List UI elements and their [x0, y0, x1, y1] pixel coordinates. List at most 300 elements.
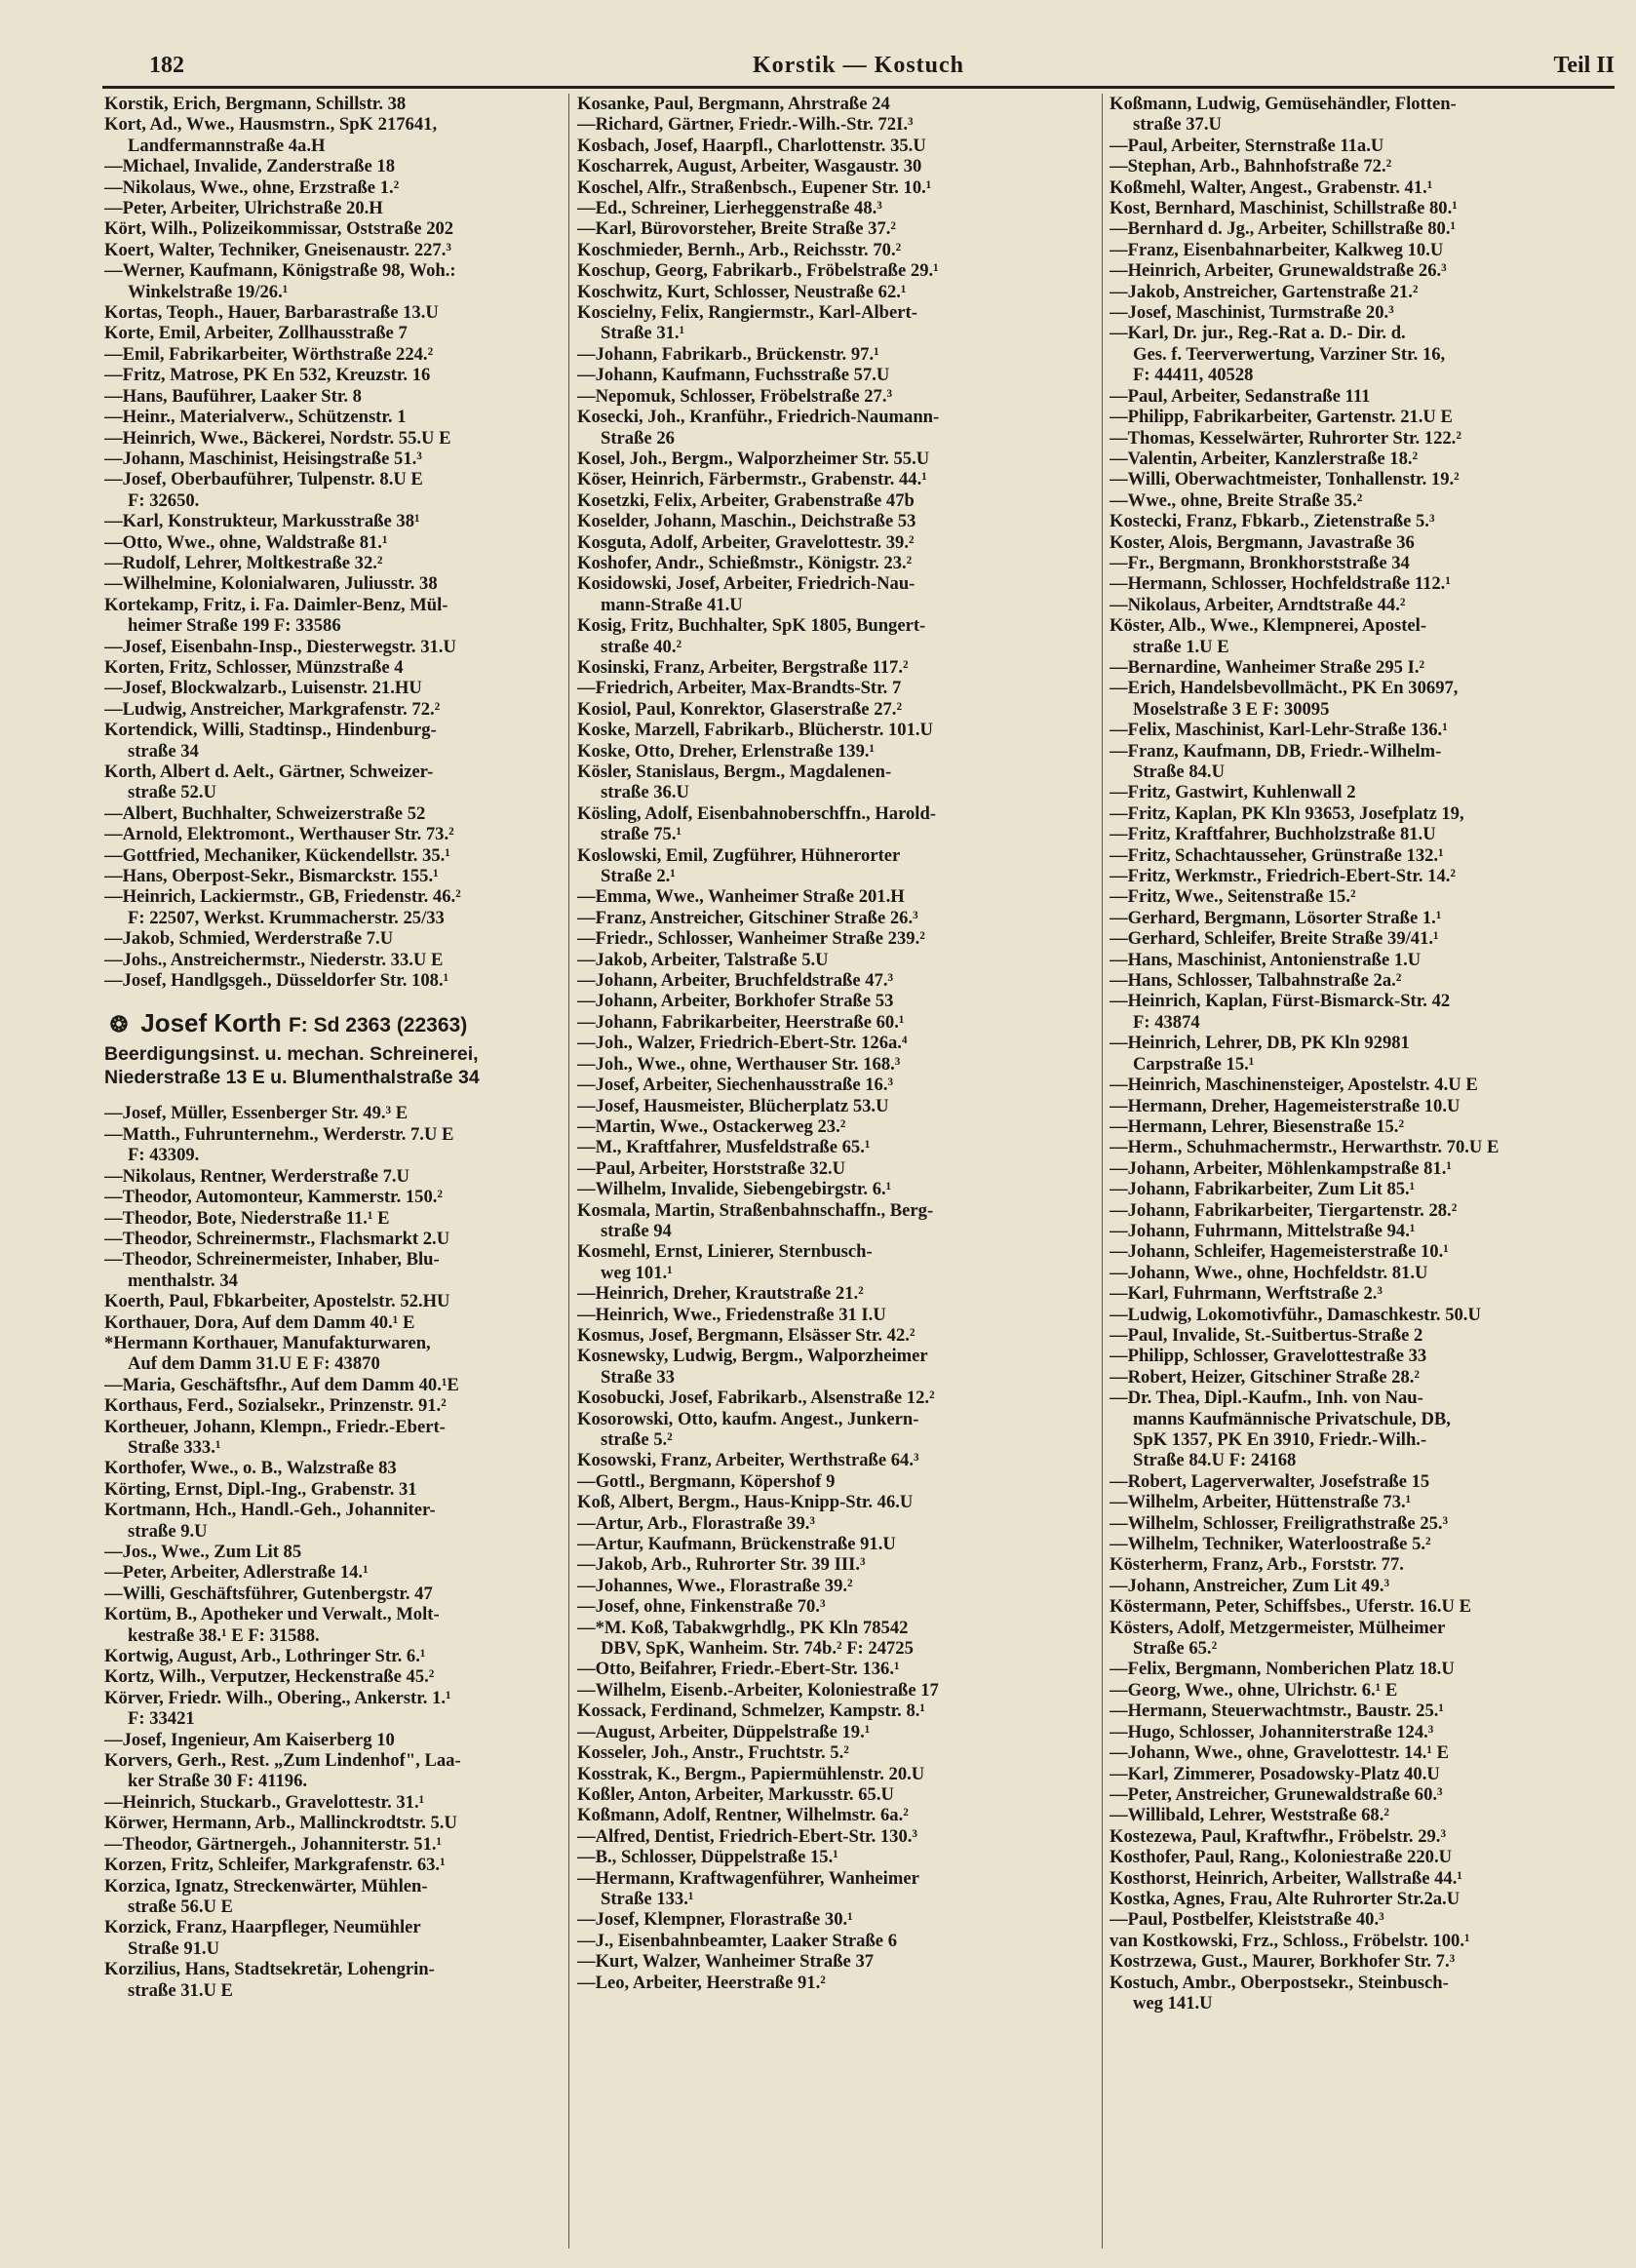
entry-line: —Theodor, Bote, Niederstraße 11.¹ E [104, 1207, 390, 1229]
directory-entry [1110, 1680, 1626, 1701]
entry-continuation-line: straße 56.U E [128, 1896, 233, 1917]
directory-entry [577, 344, 1104, 365]
column-3 [1110, 94, 1626, 2014]
entry-line: —Heinrich, Stuckarb., Gravelottestr. 31.¹ [104, 1791, 425, 1813]
directory-entry [1110, 1868, 1626, 1889]
entry-line: —Karl, Bürovorsteher, Breite Straße 37.² [577, 218, 896, 240]
directory-entry [577, 240, 1104, 260]
entry-line: —Wilhelm, Arbeiter, Hüttenstraße 73.¹ [1110, 1492, 1412, 1513]
entry-line: Kortekamp, Fritz, i. Fa. Daimler-Benz, Mül- [104, 594, 448, 615]
directory-entry [577, 1471, 1104, 1492]
entry-continuation-line: Straße 31.¹ [601, 323, 685, 344]
directory-entry [104, 762, 619, 803]
entry-line: —Gottfried, Mechaniker, Kückendellstr. 35.¹ [104, 844, 450, 866]
directory-entry [1110, 908, 1626, 928]
entry-continuation-line: F: 32650. [128, 489, 200, 511]
directory-entry [1110, 136, 1626, 156]
directory-entry [104, 1458, 619, 1478]
directory-entry [1110, 260, 1626, 281]
directory-entry [104, 657, 619, 678]
directory-entry [1110, 657, 1626, 678]
directory-entry [1110, 511, 1626, 531]
entry-line: —Nikolaus, Rentner, Werderstraße 7.U [104, 1165, 409, 1187]
directory-entry [104, 386, 619, 407]
entry-line: —Josef, Hausmeister, Blücherplatz 53.U [577, 1095, 889, 1116]
directory-entry [1110, 1764, 1626, 1784]
directory-entry [577, 1909, 1104, 1930]
entry-line: Koßmann, Ludwig, Gemüsehändler, Flotten- [1110, 94, 1457, 114]
entry-line: Kortas, Teoph., Hauer, Barbarastraße 13.U [104, 302, 439, 324]
directory-entry [1110, 845, 1626, 866]
directory-entry [104, 595, 619, 637]
entry-line: —Hermann, Lehrer, Biesenstraße 15.² [1110, 1115, 1405, 1137]
directory-entry [104, 1124, 619, 1166]
directory-entry [577, 1033, 1104, 1053]
entry-line: Koschel, Alfr., Straßenbsch., Eupener Str. 10.¹ [577, 176, 932, 198]
entry-line: —August, Arbeiter, Düppelstraße 19.¹ [577, 1721, 871, 1742]
entry-continuation-line: straße 40.² [601, 636, 682, 657]
directory-entry [577, 845, 1104, 887]
directory-entry [1110, 595, 1626, 615]
entry-line: Koßmehl, Walter, Angest., Grabenstr. 41.¹ [1110, 176, 1433, 198]
directory-entry [104, 1584, 619, 1604]
entry-line: —Heinrich, Arbeiter, Grunewaldstraße 26.³ [1110, 260, 1447, 282]
directory-entry [104, 218, 619, 239]
directory-entry [1110, 469, 1626, 489]
directory-entry [104, 428, 619, 449]
entry-line: —Hans, Maschinist, Antonienstraße 1.U [1110, 949, 1422, 970]
directory-entry [577, 1534, 1104, 1554]
directory-entry [577, 1158, 1104, 1179]
entry-continuation-line: straße 5.² [601, 1429, 673, 1450]
entry-line: —Theodor, Gärtnergeh., Johanniterstr. 51.¹ [104, 1833, 443, 1855]
directory-entry [1110, 1200, 1626, 1221]
directory-entry [104, 803, 619, 824]
entry-line: —Johann, Arbeiter, Möhlenkampstraße 81.¹ [1110, 1157, 1452, 1179]
entry-line: Korzick, Franz, Haarpfleger, Neumühler [104, 1917, 421, 1938]
entry-line: Kosanke, Paul, Bergmann, Ahrstraße 24 [577, 94, 890, 114]
column-1 [104, 94, 619, 2001]
directory-entry [1110, 1513, 1626, 1534]
entry-line: —Paul, Arbeiter, Horststraße 32.U [577, 1157, 846, 1179]
entry-line: Koßler, Anton, Arbeiter, Markusstr. 65.U [577, 1783, 894, 1805]
entry-continuation-line: Straße 2.¹ [601, 866, 676, 887]
directory-entry [577, 1409, 1104, 1451]
directory-entry [1110, 1305, 1626, 1325]
entry-line: —Wilhelm, Invalide, Siebengebirgstr. 6.¹ [577, 1179, 892, 1200]
entry-line: —Artur, Arb., Florastraße 39.³ [577, 1512, 815, 1534]
entry-continuation-line: Auf dem Damm 31.U E F: 43870 [128, 1353, 380, 1375]
part-label: Teil II [1553, 53, 1615, 78]
directory-entry [104, 1730, 619, 1750]
directory-entry [1110, 177, 1626, 198]
entry-line: —Rudolf, Lehrer, Moltkestraße 32.² [104, 552, 383, 573]
directory-entry [1110, 1137, 1626, 1157]
directory-entry [577, 156, 1104, 176]
directory-entry [1110, 1659, 1626, 1679]
directory-entry [104, 1792, 619, 1813]
entry-continuation-line: straße 31.U E [128, 1979, 233, 2001]
entry-line: Kortmann, Hch., Handl.-Geh., Johanniter- [104, 1500, 436, 1521]
directory-entry [577, 218, 1104, 239]
entry-line: Kostezewa, Paul, Kraftwfhr., Fröbelstr. 29.³ [1110, 1825, 1447, 1847]
entry-line: —Heinrich, Kaplan, Fürst-Bismarck-Str. 42 [1110, 991, 1451, 1012]
entry-line: —Friedr., Schlosser, Wanheimer Straße 239.² [577, 928, 925, 950]
directory-entry [1110, 1346, 1626, 1366]
entry-line: Kosmehl, Ernst, Linierer, Sternbusch- [577, 1241, 873, 1263]
entry-line: —Peter, Anstreicher, Grunewaldstraße 60.³ [1110, 1783, 1443, 1805]
entry-line: —Johann, Wwe., ohne, Gravelottestr. 14.¹ E [1110, 1742, 1450, 1764]
directory-entry [104, 824, 619, 844]
entry-line: —Johann, Arbeiter, Bruchfeldstraße 47.³ [577, 970, 894, 992]
entry-line: —Theodor, Schreinermeister, Inhaber, Blu- [104, 1249, 440, 1271]
directory-entry [1110, 1179, 1626, 1199]
directory-entry [577, 469, 1104, 489]
entry-line: Korthofer, Wwe., o. B., Walzstraße 83 [104, 1458, 397, 1479]
entry-line: —Robert, Lagerverwalter, Josefstraße 15 [1110, 1470, 1430, 1492]
directory-entry [577, 1075, 1104, 1095]
directory-entry [577, 991, 1104, 1011]
directory-entry [577, 1701, 1104, 1721]
directory-entry [1110, 970, 1626, 991]
directory-entry [577, 1931, 1104, 1951]
entry-line: —Heinrich, Dreher, Krautstraße 21.² [577, 1283, 864, 1305]
directory-entry [104, 1562, 619, 1583]
entry-line: —Martin, Wwe., Ostackerweg 23.² [577, 1115, 846, 1137]
entry-line: —Nikolaus, Arbeiter, Arndtstraße 44.² [1110, 594, 1406, 615]
directory-entry [577, 1492, 1104, 1512]
directory-entry [104, 637, 619, 657]
directory-entry [577, 928, 1104, 949]
directory-entry [1110, 1847, 1626, 1867]
entry-line: —Stephan, Arb., Bahnhofstraße 72.² [1110, 156, 1392, 177]
directory-entry [104, 1688, 619, 1730]
entry-line: —Nikolaus, Wwe., ohne, Erzstraße 1.² [104, 176, 400, 198]
page-header [102, 51, 1615, 89]
entry-line: Kösterherm, Franz, Arb., Forststr. 77. [1110, 1554, 1404, 1576]
entry-line: Kossack, Ferdinand, Schmelzer, Kampstr. 8.¹ [577, 1701, 925, 1722]
entry-line: —Ed., Schreiner, Lierheggenstraße 48.³ [577, 198, 882, 219]
directory-entry [104, 177, 619, 198]
entry-line: —Werner, Kaufmann, Königstraße 98, Woh.: [104, 260, 456, 282]
entry-continuation-line: weg 101.¹ [601, 1262, 673, 1283]
entry-continuation-line: F: 43309. [128, 1145, 200, 1166]
entry-line: —Fritz, Wwe., Seitenstraße 15.² [1110, 886, 1356, 908]
entry-line: —Fritz, Werkmstr., Friedrich-Ebert-Str. 14.² [1110, 866, 1456, 887]
entry-line: —Hugo, Schlosser, Johanniterstraße 124.³ [1110, 1721, 1434, 1742]
entry-line: Kosecki, Joh., Kranführ., Friedrich-Naumann- [577, 407, 940, 428]
entry-line: —Bernhard d. Jg., Arbeiter, Schillstraße 80.¹ [1110, 218, 1457, 240]
directory-entry [1110, 1325, 1626, 1346]
directory-entry [1110, 1075, 1626, 1095]
directory-entry [577, 1764, 1104, 1784]
entry-line: Korzica, Ignatz, Streckenwärter, Mühlen- [104, 1875, 428, 1897]
entry-line: —Johann, Fabrikarb., Brückenstr. 97.¹ [577, 343, 879, 365]
directory-entry [577, 1826, 1104, 1847]
directory-entry [577, 657, 1104, 678]
directory-entry [577, 1805, 1104, 1825]
entry-line: —Josef, Eisenbahn-Insp., Diesterwegstr. 31.U [104, 636, 456, 657]
directory-entry [104, 845, 619, 866]
entry-line: Kost, Bernhard, Maschinist, Schillstraße 80.¹ [1110, 198, 1458, 219]
directory-entry [577, 1388, 1104, 1408]
entry-continuation-line: Landfermannstraße 4a.H [128, 135, 326, 156]
directory-entry [104, 1750, 619, 1792]
entry-line: —Karl, Konstrukteur, Markusstraße 38¹ [104, 511, 420, 532]
page-number: 182 [149, 53, 184, 78]
entry-line: —Paul, Postbelfer, Kleiststraße 40.³ [1110, 1909, 1384, 1931]
directory-entry [1110, 573, 1626, 594]
entry-line: —Gottl., Bergmann, Köpershof 9 [577, 1470, 836, 1492]
directory-entry [1110, 1784, 1626, 1805]
directory-entry [104, 1917, 619, 1959]
directory-entry [104, 1876, 619, 1918]
directory-entry [1110, 1221, 1626, 1241]
directory-entry [104, 886, 619, 928]
entry-continuation-line: menthalstr. 34 [128, 1270, 238, 1291]
entry-continuation-line: mann-Straße 41.U [601, 594, 743, 615]
entry-line: —Josef, Maschinist, Turmstraße 20.³ [1110, 302, 1394, 324]
directory-entry [577, 1596, 1104, 1617]
directory-entry [577, 553, 1104, 573]
directory-entry [577, 1325, 1104, 1346]
directory-entry [1110, 1742, 1626, 1763]
entry-line: —Josef, Oberbauführer, Tulpenstr. 8.U E [104, 469, 423, 490]
entry-line: Koselder, Johann, Maschin., Deichstraße 53 [577, 511, 916, 532]
entry-continuation-line: weg 141.U [1133, 1992, 1213, 2014]
directory-entry [577, 511, 1104, 531]
directory-entry [577, 1868, 1104, 1910]
entry-line: Koß, Albert, Bergm., Haus-Knipp-Str. 46.U [577, 1492, 914, 1513]
directory-entry [1110, 1576, 1626, 1596]
entry-line: Koßmann, Adolf, Rentner, Wilhelmstr. 6a.² [577, 1805, 909, 1826]
directory-entry [577, 1847, 1104, 1867]
directory-entry [577, 1742, 1104, 1763]
entry-line: —Dr. Thea, Dipl.-Kaufm., Inh. von Nau- [1110, 1388, 1423, 1409]
directory-entry [104, 1604, 619, 1646]
entry-line: Köstermann, Peter, Schiffsbes., Uferstr. 16.U E [1110, 1596, 1471, 1618]
directory-entry [577, 950, 1104, 970]
entry-line: —Josef, Ingenieur, Am Kaiserberg 10 [104, 1729, 395, 1750]
entry-line: —Johann, Kaufmann, Fuchsstraße 57.U [577, 365, 890, 386]
directory-entry [104, 678, 619, 698]
entry-line: —Richard, Gärtner, Friedr.-Wilh.-Str. 72I.³ [577, 114, 914, 136]
entry-line: Korstik, Erich, Bergmann, Schillstr. 38 [104, 94, 407, 114]
entry-continuation-line: ker Straße 30 F: 41196. [128, 1771, 308, 1792]
entry-line: —Joh., Walzer, Friedrich-Ebert-Str. 126a.⁴ [577, 1033, 908, 1054]
directory-entry [104, 1855, 619, 1875]
directory-entry [577, 386, 1104, 407]
directory-entry [1110, 198, 1626, 218]
directory-entry [577, 970, 1104, 991]
directory-entry [577, 1513, 1104, 1534]
directory-entry [104, 1959, 619, 2001]
entry-continuation-line: straße 94 [601, 1220, 672, 1241]
entry-line: Korthauer, Dora, Auf dem Damm 40.¹ E [104, 1311, 415, 1333]
directory-entry [104, 970, 619, 991]
directory-entry [1110, 1889, 1626, 1909]
entry-line: Kosbach, Josef, Haarpfl., Charlottenstr. 35.U [577, 135, 926, 156]
entry-line: —Theodor, Automonteur, Kammerstr. 150.² [104, 1187, 443, 1208]
entry-line: —Felix, Bergmann, Nomberichen Platz 18.U [1110, 1659, 1455, 1680]
entry-line: Kosguta, Adolf, Arbeiter, Gravelottestr. 39.² [577, 531, 915, 553]
entry-line: —Wilhelmine, Kolonialwaren, Juliusstr. 38 [104, 573, 438, 595]
entry-line: —Paul, Arbeiter, Sternstraße 11a.U [1110, 135, 1384, 156]
directory-entry [104, 323, 619, 343]
directory-entry [1110, 1951, 1626, 1972]
entry-line: —Willibald, Lehrer, Weststraße 68.² [1110, 1805, 1389, 1826]
directory-entry [577, 1283, 1104, 1304]
directory-entry [577, 1137, 1104, 1157]
directory-entry [1110, 1388, 1626, 1471]
directory-entry [1110, 1596, 1626, 1617]
directory-entry [1110, 720, 1626, 740]
entry-line: —Wwe., ohne, Breite Straße 35.² [1110, 489, 1363, 511]
directory-entry [1110, 1158, 1626, 1179]
directory-entry [104, 156, 619, 176]
directory-entry [104, 1834, 619, 1855]
entry-line: —Albert, Buchhalter, Schweizerstraße 52 [104, 802, 426, 824]
directory-entry [577, 1346, 1104, 1388]
directory-entry [1110, 156, 1626, 176]
directory-entry [577, 1659, 1104, 1679]
directory-entry [577, 532, 1104, 553]
directory-entry [1110, 428, 1626, 449]
entry-continuation-line: F: 43874 [1133, 1011, 1200, 1033]
entry-line: Koscharrek, August, Arbeiter, Wasgaustr. 30 [577, 156, 922, 177]
entry-line: Koscielny, Felix, Rangiermstr., Karl-Albert- [577, 302, 917, 324]
directory-entry [577, 94, 1104, 114]
entry-line: Körver, Friedr. Wilh., Obering., Ankerstr. 1.¹ [104, 1687, 451, 1708]
entry-line: —Arnold, Elektromont., Werthauser Str. 73.² [104, 824, 454, 845]
entry-line: —Johannes, Wwe., Florastraße 39.² [577, 1575, 853, 1596]
entry-continuation-line: straße 9.U [128, 1520, 208, 1542]
entry-line: —Johann, Fabrikarbeiter, Tiergartenstr. 28.² [1110, 1199, 1458, 1221]
entry-line: —Heinrich, Lackiermstr., GB, Friedenstr. 46.² [104, 886, 461, 908]
entry-line: —Johs., Anstreichermstr., Niederstr. 33.U E [104, 949, 444, 970]
entry-line: Koster, Alois, Bergmann, Javastraße 36 [1110, 531, 1415, 553]
directory-entry [1110, 1722, 1626, 1742]
entry-line: Kosthorst, Heinrich, Arbeiter, Wallstraße 44.¹ [1110, 1867, 1462, 1889]
directory-entry [1110, 782, 1626, 802]
directory-entry [104, 1417, 619, 1459]
entry-line: van Kostkowski, Frz., Schloss., Fröbelstr. 100.¹ [1110, 1930, 1470, 1951]
directory-entry [104, 1103, 619, 1123]
entry-continuation-line: SpK 1357, PK En 3910, Friedr.-Wilh.- [1133, 1429, 1427, 1450]
entry-line: Kosowski, Franz, Arbeiter, Werthstraße 64.³ [577, 1450, 919, 1471]
entry-line: —Fritz, Matrose, PK En 532, Kreuzstr. 16 [104, 365, 431, 386]
entry-line: —Heinr., Materialverw., Schützenstr. 1 [104, 407, 407, 428]
entry-line: —Franz, Anstreicher, Gitschiner Straße 26.³ [577, 907, 918, 928]
directory-entry [104, 198, 619, 218]
entry-continuation-line: straße 1.U E [1133, 636, 1229, 657]
entry-continuation-line: Straße 26 [601, 427, 675, 449]
entry-line: Kosmala, Martin, Straßenbahnschaffn., Berg- [577, 1199, 934, 1221]
directory-entry [1110, 386, 1626, 407]
entry-line: Koschup, Georg, Fabrikarb., Fröbelstraße 29.¹ [577, 260, 939, 282]
directory-entry [104, 449, 619, 469]
entry-line: Körwer, Hermann, Arb., Mallinckrodtstr. 5.U [104, 1813, 457, 1834]
directory-entry [1110, 323, 1626, 385]
entry-line: —Hermann, Schlosser, Hochfeldstraße 112.¹ [1110, 573, 1451, 595]
entry-line: Kosmus, Josef, Bergmann, Elsässer Str. 42.² [577, 1324, 915, 1346]
directory-entry [104, 573, 619, 594]
entry-line: —Johann, Fabrikarbeiter, Heerstraße 60.¹ [577, 1011, 905, 1033]
column-2 [577, 94, 1104, 1993]
entry-line: —Josef, Klempner, Florastraße 30.¹ [577, 1909, 853, 1931]
directory-entry [577, 1576, 1104, 1596]
entry-line: —Fr., Bergmann, Bronkhorststraße 34 [1110, 552, 1410, 573]
entry-line: —Michael, Invalide, Zanderstraße 18 [104, 156, 396, 177]
entry-line: —Otto, Wwe., ohne, Waldstraße 81.¹ [104, 531, 388, 553]
directory-entry [577, 282, 1104, 302]
entry-continuation-line: Straße 65.² [1133, 1638, 1218, 1660]
directory-entry [104, 553, 619, 573]
directory-entry [104, 866, 619, 886]
directory-entry [1110, 218, 1626, 239]
directory-entry [1110, 886, 1626, 907]
directory-entry [577, 803, 1104, 845]
directory-entry [577, 1200, 1104, 1242]
entry-line: —Paul, Arbeiter, Sedanstraße 111 [1110, 385, 1371, 407]
directory-entry [104, 344, 619, 365]
directory-entry [577, 1012, 1104, 1033]
entry-continuation-line: straße 34 [128, 740, 199, 762]
directory-entry [1110, 950, 1626, 970]
entry-line: —Johann, Fuhrmann, Mittelstraße 94.¹ [1110, 1220, 1416, 1241]
entry-line: —Johann, Arbeiter, Borkhofer Straße 53 [577, 991, 894, 1012]
directory-entry [104, 1395, 619, 1416]
entry-continuation-line: F: 44411, 40528 [1133, 365, 1254, 386]
entry-line: —Valentin, Arbeiter, Kanzlerstraße 18.² [1110, 448, 1419, 469]
directory-entry [577, 1450, 1104, 1470]
entry-line: Kostrzewa, Gust., Maurer, Borkhofer Str. 7.³ [1110, 1951, 1456, 1973]
entry-line: —Karl, Fuhrmann, Werftstraße 2.³ [1110, 1283, 1383, 1305]
directory-entry [104, 1229, 619, 1249]
entry-line: —Alfred, Dentist, Friedrich-Ebert-Str. 130.³ [577, 1825, 917, 1847]
directory-entry [104, 511, 619, 531]
directory-entry [104, 1291, 619, 1311]
entry-line: Kosseler, Joh., Anstr., Fruchtstr. 5.² [577, 1742, 849, 1764]
entry-line: Koslowski, Emil, Zugführer, Hühnerorter [577, 844, 901, 866]
directory-entry [1110, 94, 1626, 136]
entry-line: Kösling, Adolf, Eisenbahnoberschffn., Harold- [577, 802, 936, 824]
directory-entry [104, 699, 619, 720]
entry-line: —Erich, Handelsbevollmächt., PK En 30697, [1110, 678, 1459, 699]
entry-continuation-line: Winkelstraße 19/26.¹ [128, 281, 289, 302]
entry-continuation-line: Straße 33 [601, 1366, 675, 1388]
entry-line: —Nepomuk, Schlosser, Fröbelstraße 27.³ [577, 385, 893, 407]
entry-line: —Bernardine, Wanheimer Straße 295 I.² [1110, 656, 1425, 678]
directory-entry [1110, 928, 1626, 949]
directory-entry [1110, 824, 1626, 844]
entry-continuation-line: Straße 333.¹ [128, 1436, 221, 1458]
entry-continuation-line: Straße 133.¹ [601, 1888, 694, 1909]
entry-line: Kört, Wilh., Polizeikommissar, Oststraße 202 [104, 218, 454, 240]
directory-entry [577, 1973, 1104, 1993]
directory-entry [104, 302, 619, 323]
directory-entry [1110, 615, 1626, 657]
entry-continuation-line: straße 75.¹ [601, 824, 682, 845]
business-logo-icon: ❂ [109, 1012, 129, 1037]
advertisement-josef-korth [104, 1006, 619, 1089]
directory-entry [1110, 866, 1626, 886]
entry-line: Kortz, Wilh., Verputzer, Heckenstraße 45.² [104, 1666, 435, 1688]
entry-line: —Jakob, Schmied, Werderstraße 7.U [104, 928, 394, 950]
entry-line: Kort, Ad., Wwe., Hausmstrn., SpK 217641, [104, 114, 438, 136]
directory-entry [577, 1116, 1104, 1137]
entry-line: Kortheuer, Johann, Klempn., Friedr.-Ebert- [104, 1416, 446, 1437]
